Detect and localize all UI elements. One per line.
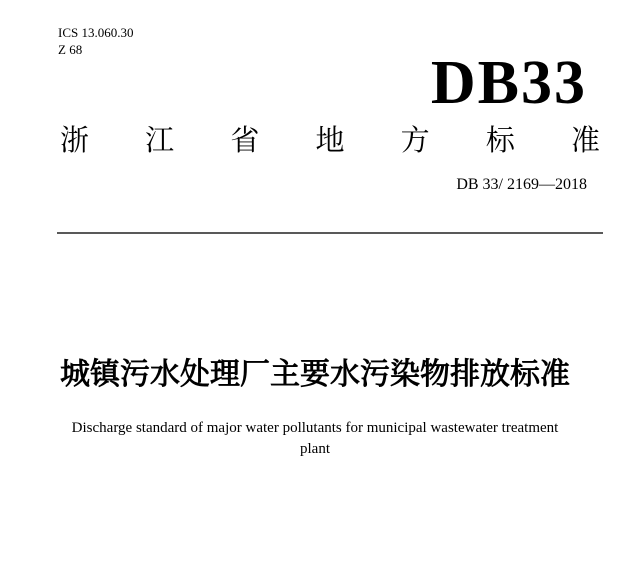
db33-logo: DB33 [430, 49, 587, 117]
standard-number: DB 33/ 2169—2018 [456, 176, 587, 193]
document-title-en-line1: Discharge standard of major water pollutants for municipal wastewater treatment [71, 420, 559, 436]
standard-type-heading: 浙 江 省 地 方 标 准 [60, 125, 600, 157]
ics-block [58, 24, 133, 58]
document-title-en [0, 418, 630, 460]
ics-code: ICS 13.060.30 [58, 25, 134, 40]
horizontal-rule [57, 232, 603, 234]
document-title-en-line2: plant [300, 441, 330, 457]
document-title-zh: 城镇污水处理厂主要水污染物排放标准 [60, 358, 570, 391]
doc-class-code: Z 68 [58, 42, 83, 57]
